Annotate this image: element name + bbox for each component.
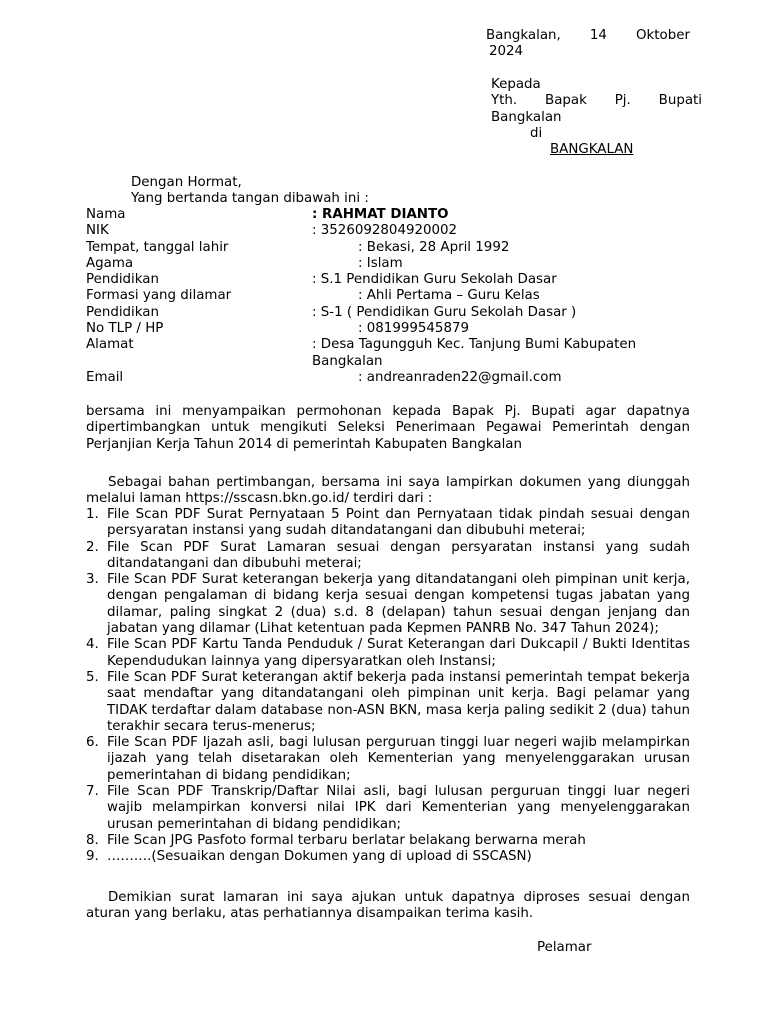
list-item-text: File Scan PDF Surat keterangan aktif bekerja pada instansi pemerintah tempat bekerja saat mendaftar yang ditandatangani oleh pimpinan unit kerja. Bagi pelamar yang TIDAK terdaftar dalam database non-ASN BKN, masa kerja paling sedikit 2 (dua) tahun terakhir secara terus-menerus; (107, 669, 690, 734)
list-item-number: 1. (86, 507, 99, 522)
identity-row (86, 288, 696, 304)
identity-row (86, 207, 696, 223)
identity-label: Tempat, tanggal lahir (86, 239, 229, 255)
identity-label: Agama (86, 255, 134, 271)
list-item (86, 637, 690, 670)
attachment-intro (86, 475, 690, 508)
list-item-number: 9. (86, 849, 99, 865)
list-item-text: File Scan PDF Surat keterangan bekerja yang ditandatangani oleh pimpinan unit kerja, dengan pengalaman di bidang kerja sesuai dengan kompetensi tugas jabatan yang dilamar, paling singkat 2 (dua) s.d. 8 (delapan) tahun sesuai dengan jenjang dan jabatan yang dilamar (Lihat ketentuan pada Kepmen PANRB No. 347 Tahun 2024); (107, 572, 690, 637)
recipient-line2: Bangkalan (491, 109, 562, 125)
kepada-label: Kepada (491, 77, 541, 92)
identity-value: : RAHMAT DIANTO (312, 207, 449, 222)
recipient-di: di (530, 125, 543, 141)
identity-label: Email (86, 369, 124, 385)
list-item-text: File Scan JPG Pasfoto formal terbaru berlatar belakang berwarna merah (107, 832, 586, 848)
list-item-text: File Scan PDF Transkrip/Daftar Nilai asli, bagi lulusan perguruan tinggi luar negeri wajib melampirkan konversi nilai IPK dari Kementerian yang menyelenggarakan urusan pemerintahan di bidang pendidikan; (107, 784, 690, 832)
identity-value: : S.1 Pendidikan Guru Sekolah Dasar (312, 272, 557, 288)
list-item-number: 7. (86, 784, 99, 800)
identity-label: No TLP / HP (86, 321, 164, 337)
list-item (86, 670, 690, 735)
list-item-text: ……….(Sesuaikan dengan Dokumen yang di upload di SSCASN) (107, 849, 532, 865)
identity-row (86, 305, 696, 321)
list-item-text: File Scan PDF Surat Pernyataan 5 Point dan Pernyataan tidak pindah sesuai dengan persyaratan instansi yang sudah ditandatangani dan dibubuhi meterai; (107, 507, 690, 539)
recipient-city: BANGKALAN (550, 142, 634, 158)
identity-row (86, 223, 696, 239)
identity-label: Pendidikan (86, 304, 159, 320)
signature-label: Pelamar (537, 940, 592, 955)
identity-row (86, 240, 696, 256)
list-item (86, 849, 690, 865)
list-item (86, 784, 690, 833)
list-item (86, 572, 690, 637)
identity-row (86, 370, 696, 386)
list-item-text: File Scan PDF Surat Lamaran sesuai dengan persyaratan instansi yang sudah ditandatangani dan dibubuhi meterai; (107, 539, 690, 571)
identity-value: : 3526092804920002 (312, 223, 458, 239)
identity-row (86, 321, 696, 337)
list-item (86, 833, 690, 849)
identity-value: : 081999545879 (358, 321, 470, 337)
recipient-word: Pj. (614, 93, 631, 109)
attachment-intro-text: Sebagai bahan pertimbangan, bersama ini saya lampirkan dokumen yang diunggah melalui laman https://sscasn.bkn.go.id/ terdiri dari : (86, 475, 690, 507)
list-item (86, 540, 690, 573)
identity-value: : andreanraden22@gmail.com (358, 369, 562, 385)
identity-label: NIK (86, 223, 109, 239)
place-date-line2: 2024 (489, 44, 524, 60)
identity-value: : Desa Tagungguh Kec. Tanjung Bumi Kabupaten Bangkalan (312, 337, 637, 369)
identity-label: Nama (86, 207, 126, 222)
list-item-number: 8. (86, 832, 99, 848)
place-date (486, 28, 690, 61)
recipient-word: Bupati (658, 93, 702, 109)
list-item-number: 5. (86, 669, 99, 685)
closing-text: Demikian surat lamaran ini saya ajukan untuk dapatnya diproses sesuai dengan aturan yang berlaku, atas perhatiannya disampaikan terima kasih. (86, 890, 690, 922)
identity-row (86, 272, 696, 288)
identity-row (86, 337, 696, 370)
identity-value: : Bekasi, 28 April 1992 (358, 239, 510, 255)
list-item-number: 2. (86, 539, 99, 555)
recipient-line1 (491, 93, 702, 109)
list-item-number: 3. (86, 572, 99, 588)
identity-label: Alamat (86, 337, 134, 353)
list-item-text: File Scan PDF Ijazah asli, bagi lulusan perguruan tinggi luar negeri wajib melampirkan ijazah yang telah disetarakan oleh Kementerian yang menyelenggarakan urusan pemerintahan di bidang pendidikan; (107, 735, 690, 783)
salutation: Dengan Hormat, (131, 175, 242, 190)
list-item (86, 507, 690, 540)
request-paragraph: bersama ini menyampaikan permohonan kepada Bapak Pj. Bupati agar dapatnya dipertimbangkan untuk mengikuti Seleksi Penerimaan Pegawai Pemerintah dengan Perjanjian Kerja Tahun 2014 di pemerintah Kabupaten Bangkalan (86, 404, 690, 452)
recipient-word: Bapak (545, 93, 587, 109)
place-date-line1: Bangkalan, 14 Oktober (486, 28, 690, 43)
attachment-list (86, 507, 690, 866)
recipient-block (491, 77, 702, 158)
recipient-word: Yth. (491, 93, 518, 109)
identity-value: : Ahli Pertama – Guru Kelas (358, 288, 540, 304)
list-item-text: File Scan PDF Kartu Tanda Penduduk / Surat Keterangan dari Dukcapil / Bukti Identitas Kependudukan lainnya yang dipersyaratkan oleh Instansi; (107, 637, 690, 669)
identity-label: Pendidikan (86, 272, 159, 288)
identity-value: : Islam (358, 255, 403, 271)
list-item-number: 6. (86, 735, 99, 751)
list-item-number: 4. (86, 637, 99, 653)
identity-table (86, 207, 696, 386)
intro-line: Yang bertanda tangan dibawah ini : (131, 191, 369, 206)
closing-paragraph (86, 890, 690, 923)
identity-row (86, 256, 696, 272)
identity-value: : S-1 ( Pendidikan Guru Sekolah Dasar ) (312, 304, 577, 320)
identity-label: Formasi yang dilamar (86, 288, 232, 304)
list-item (86, 735, 690, 784)
